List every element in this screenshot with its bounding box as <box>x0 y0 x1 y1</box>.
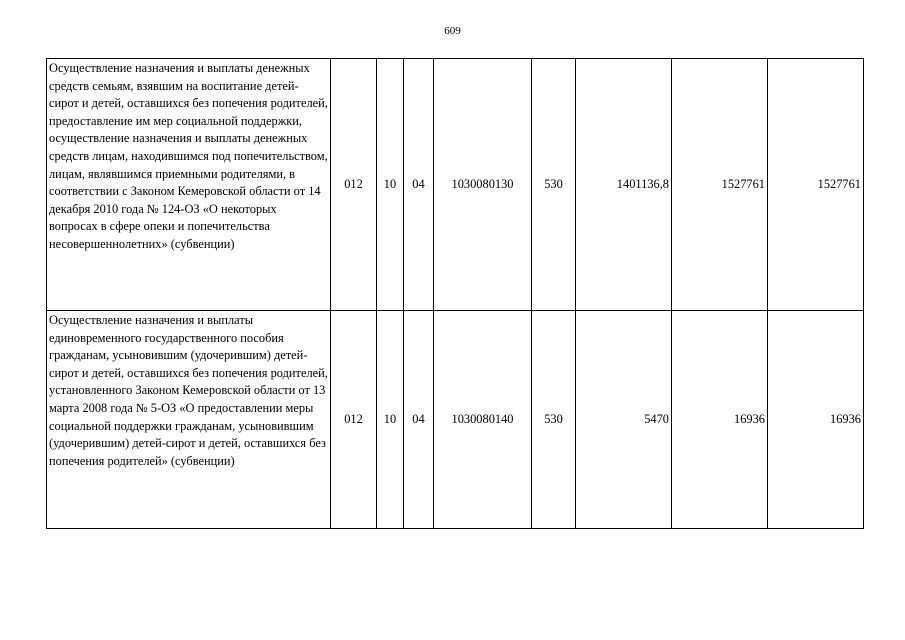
amount-year-3: 1527761 <box>768 59 864 311</box>
amount-year-3: 16936 <box>768 311 864 529</box>
table-row <box>47 59 864 311</box>
ministry-code: 012 <box>331 59 377 311</box>
amount-year-2: 1527761 <box>672 59 768 311</box>
amount-year-1: 1401136,8 <box>576 59 672 311</box>
row-description: Осуществление назначения и выплаты единовременного государственного пособия гражданам, усыновившим (удочерившим) детей-сирот и детей, оставшихся без попечения родителей, установленного Законом Кемеровской области от 13 марта 2008 года № 5-ОЗ «О предоставлении меры социальной поддержки гражданам, усыновившим (удочерившим) детей-сирот и детей, оставшихся без попечения родителей» (субвенции) <box>47 311 331 529</box>
table-row <box>47 311 864 529</box>
amount-year-2: 16936 <box>672 311 768 529</box>
row-description: Осуществление назначения и выплаты денежных средств семьям, взявшим на воспитание детей-сирот и детей, оставшихся без попечения родителей, предоставление им мер социальной поддержки, осуществление назначения и выплаты денежных средств лицам, находившимся под попечительством, лицам, являвшимся приемными родителями, в соответствии с Законом Кемеровской области от 14 декабря 2010 года № 124-ОЗ «О некоторых вопросах в сфере опеки и попечительства несовершеннолетних» (субвенции) <box>47 59 331 311</box>
ministry-code: 012 <box>331 311 377 529</box>
expense-type-code: 530 <box>532 59 576 311</box>
page-number: 609 <box>444 25 461 37</box>
subsection-code: 04 <box>404 311 434 529</box>
expense-type-code: 530 <box>532 311 576 529</box>
target-item-code: 1030080140 <box>434 311 532 529</box>
amount-year-1: 5470 <box>576 311 672 529</box>
section-code: 10 <box>377 311 404 529</box>
budget-table <box>46 58 864 529</box>
subsection-code: 04 <box>404 59 434 311</box>
target-item-code: 1030080130 <box>434 59 532 311</box>
section-code: 10 <box>377 59 404 311</box>
